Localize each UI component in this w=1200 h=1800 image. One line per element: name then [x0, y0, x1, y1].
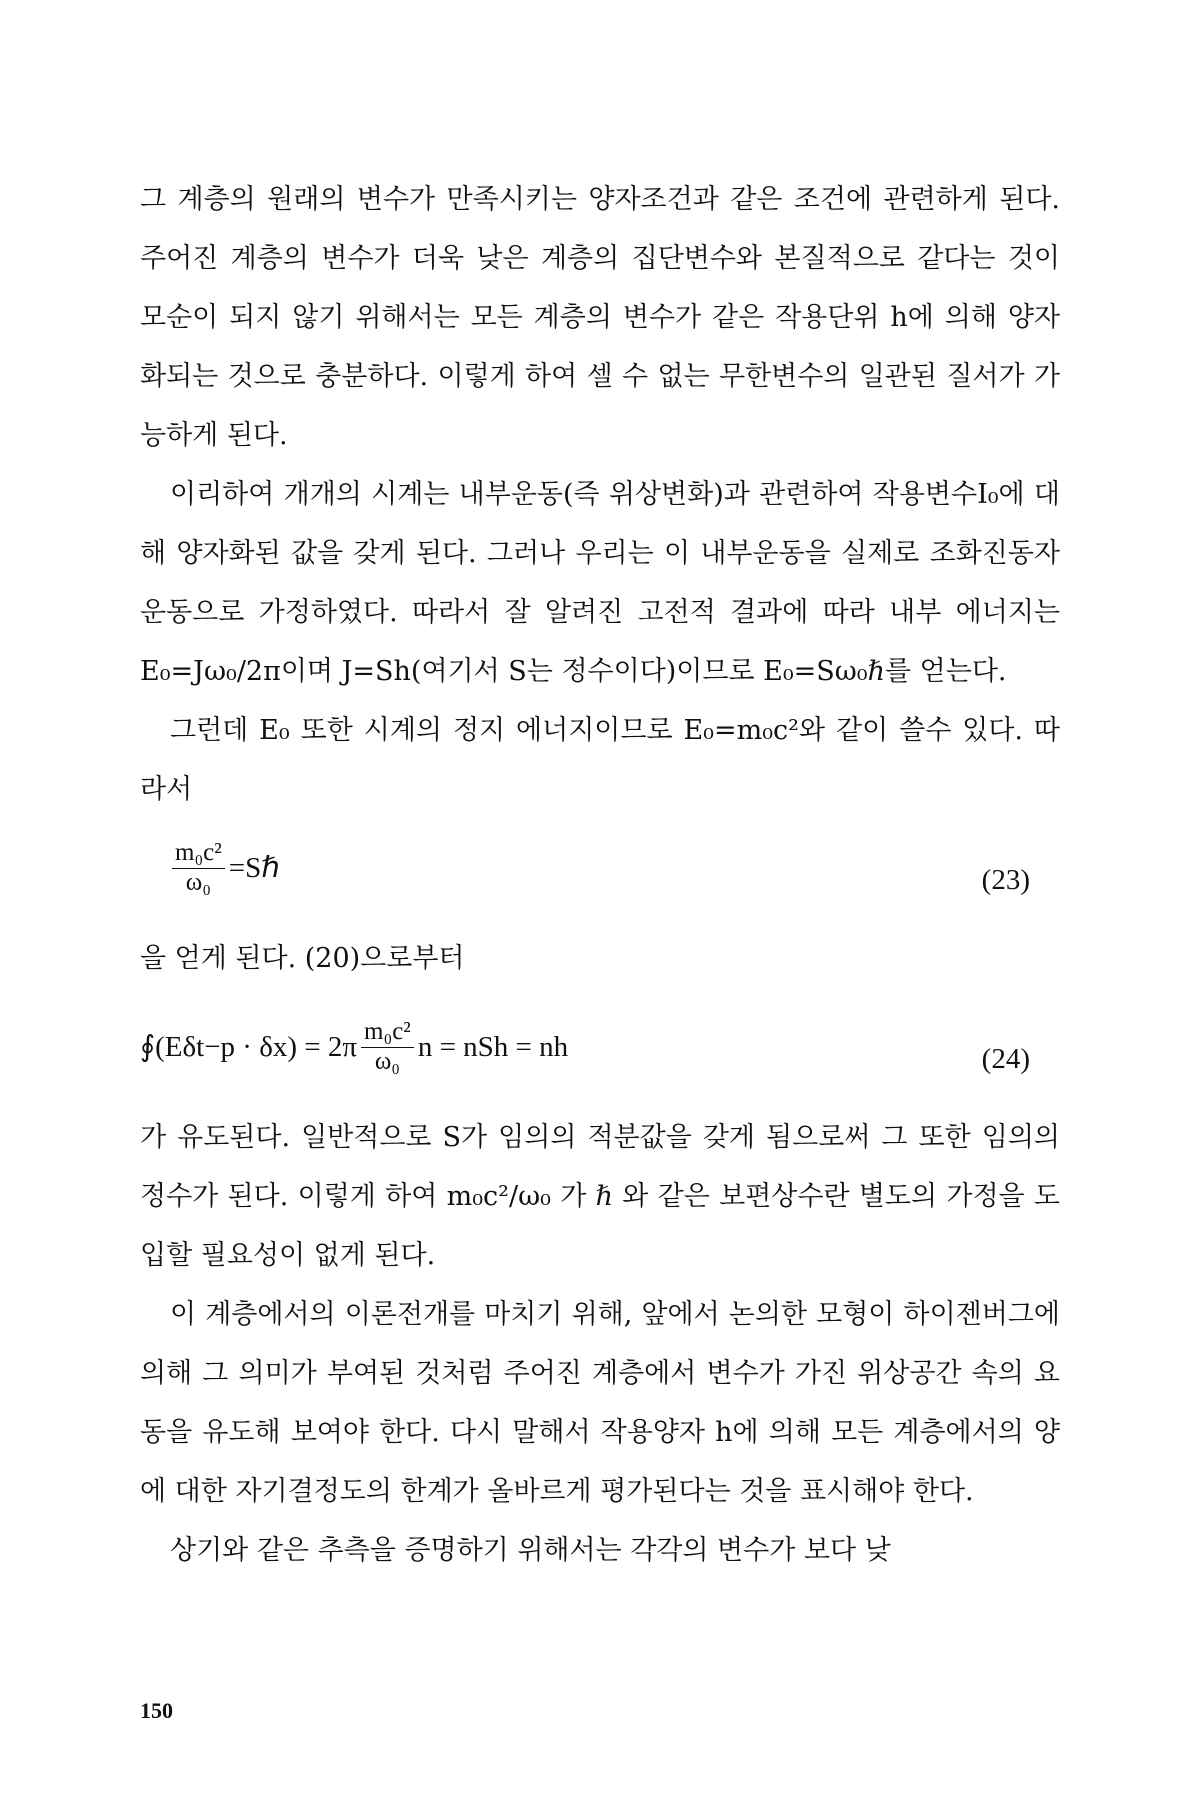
paragraph-4: 가 유도된다. 일반적으로 S가 임의의 적분값을 갖게 됨으로써 그 또한 임의의정수가 된다. 이렇게 하여 m₀c²/ω₀ 가 ℏ 와 같은 보편상수란 별도의 가정을 도입할 필요성이 없게 된다.	[140, 1122, 1060, 1271]
equation-23-denominator: ω₀	[185, 869, 211, 896]
equation-24-lhs: ∮(Eδt−p · δx) = 2π	[140, 1031, 358, 1063]
equation-23-fraction	[172, 839, 225, 898]
equation-23-number: (23)	[981, 864, 1030, 896]
equation-23	[140, 819, 1060, 929]
equation-24-number: (24)	[981, 1043, 1030, 1075]
paragraph-2: 이리하여 개개의 시계는 내부운동(즉 위상변화)과 관련하여 작용변수I₀에 대해 양자화된 값을 갖게 된다. 그러나 우리는 이 내부운동을 실제로 조화진동자 운동으로 가정하였다. 따라서 잘 알려진 고전적 결과에 따라 내부 에너지는 E₀=Jω₀/2π이며 J=Sh(여기서 S는 정수이다)이므로 E₀=Sω₀ℏ를 얻는다.	[140, 479, 1060, 687]
body-text	[140, 170, 1060, 1580]
paragraph-3: 그런데 E₀ 또한 시계의 정지 에너지이므로 E₀=m₀c²와 같이 쓸수 있다. 따라서	[140, 715, 1060, 805]
equation-24-fraction	[361, 1018, 414, 1077]
equation-23-numerator: m₀c²	[172, 839, 225, 869]
equation-24	[140, 998, 1060, 1108]
equation-24-numerator: m₀c²	[361, 1018, 414, 1048]
page-number: 150	[140, 1698, 173, 1723]
between-text: 을 얻게 된다. (20)으로부터	[140, 943, 465, 974]
equation-24-denominator: ω₀	[374, 1048, 401, 1075]
equation-24-rhs: n = nSh = nh	[417, 1031, 569, 1063]
equation-23-rhs: =Sℏ	[228, 852, 280, 884]
paragraph-6: 상기와 같은 추측을 증명하기 위해서는 각각의 변수가 보다 낮	[170, 1535, 891, 1566]
paragraph-5: 이 계층에서의 이론전개를 마치기 위해, 앞에서 논의한 모형이 하이젠버그에 의해 그 의미가 부여된 것처럼 주어진 계층에서 변수가 가진 위상공간 속의 요동을 유도해 보여야 한다. 다시 말해서 작용양자 h에 의해 모든 계층에서의 양에 대한 자기결정도의 한계가 올바르게 평가된다는 것을 표시해야 한다.	[140, 1299, 1060, 1507]
paragraph-1: 그 계층의 원래의 변수가 만족시키는 양자조건과 같은 조건에 관련하게 된다. 주어진 계층의 변수가 더욱 낮은 계층의 집단변수와 본질적으로 같다는 것이 모순이 되지 않기 위해서는 모든 계층의 변수가 같은 작용단위 h에 의해 양자화되는 것으로 충분하다. 이렇게 하여 셀 수 없는 무한변수의 일관된 질서가 가능하게 된다.	[140, 184, 1060, 451]
